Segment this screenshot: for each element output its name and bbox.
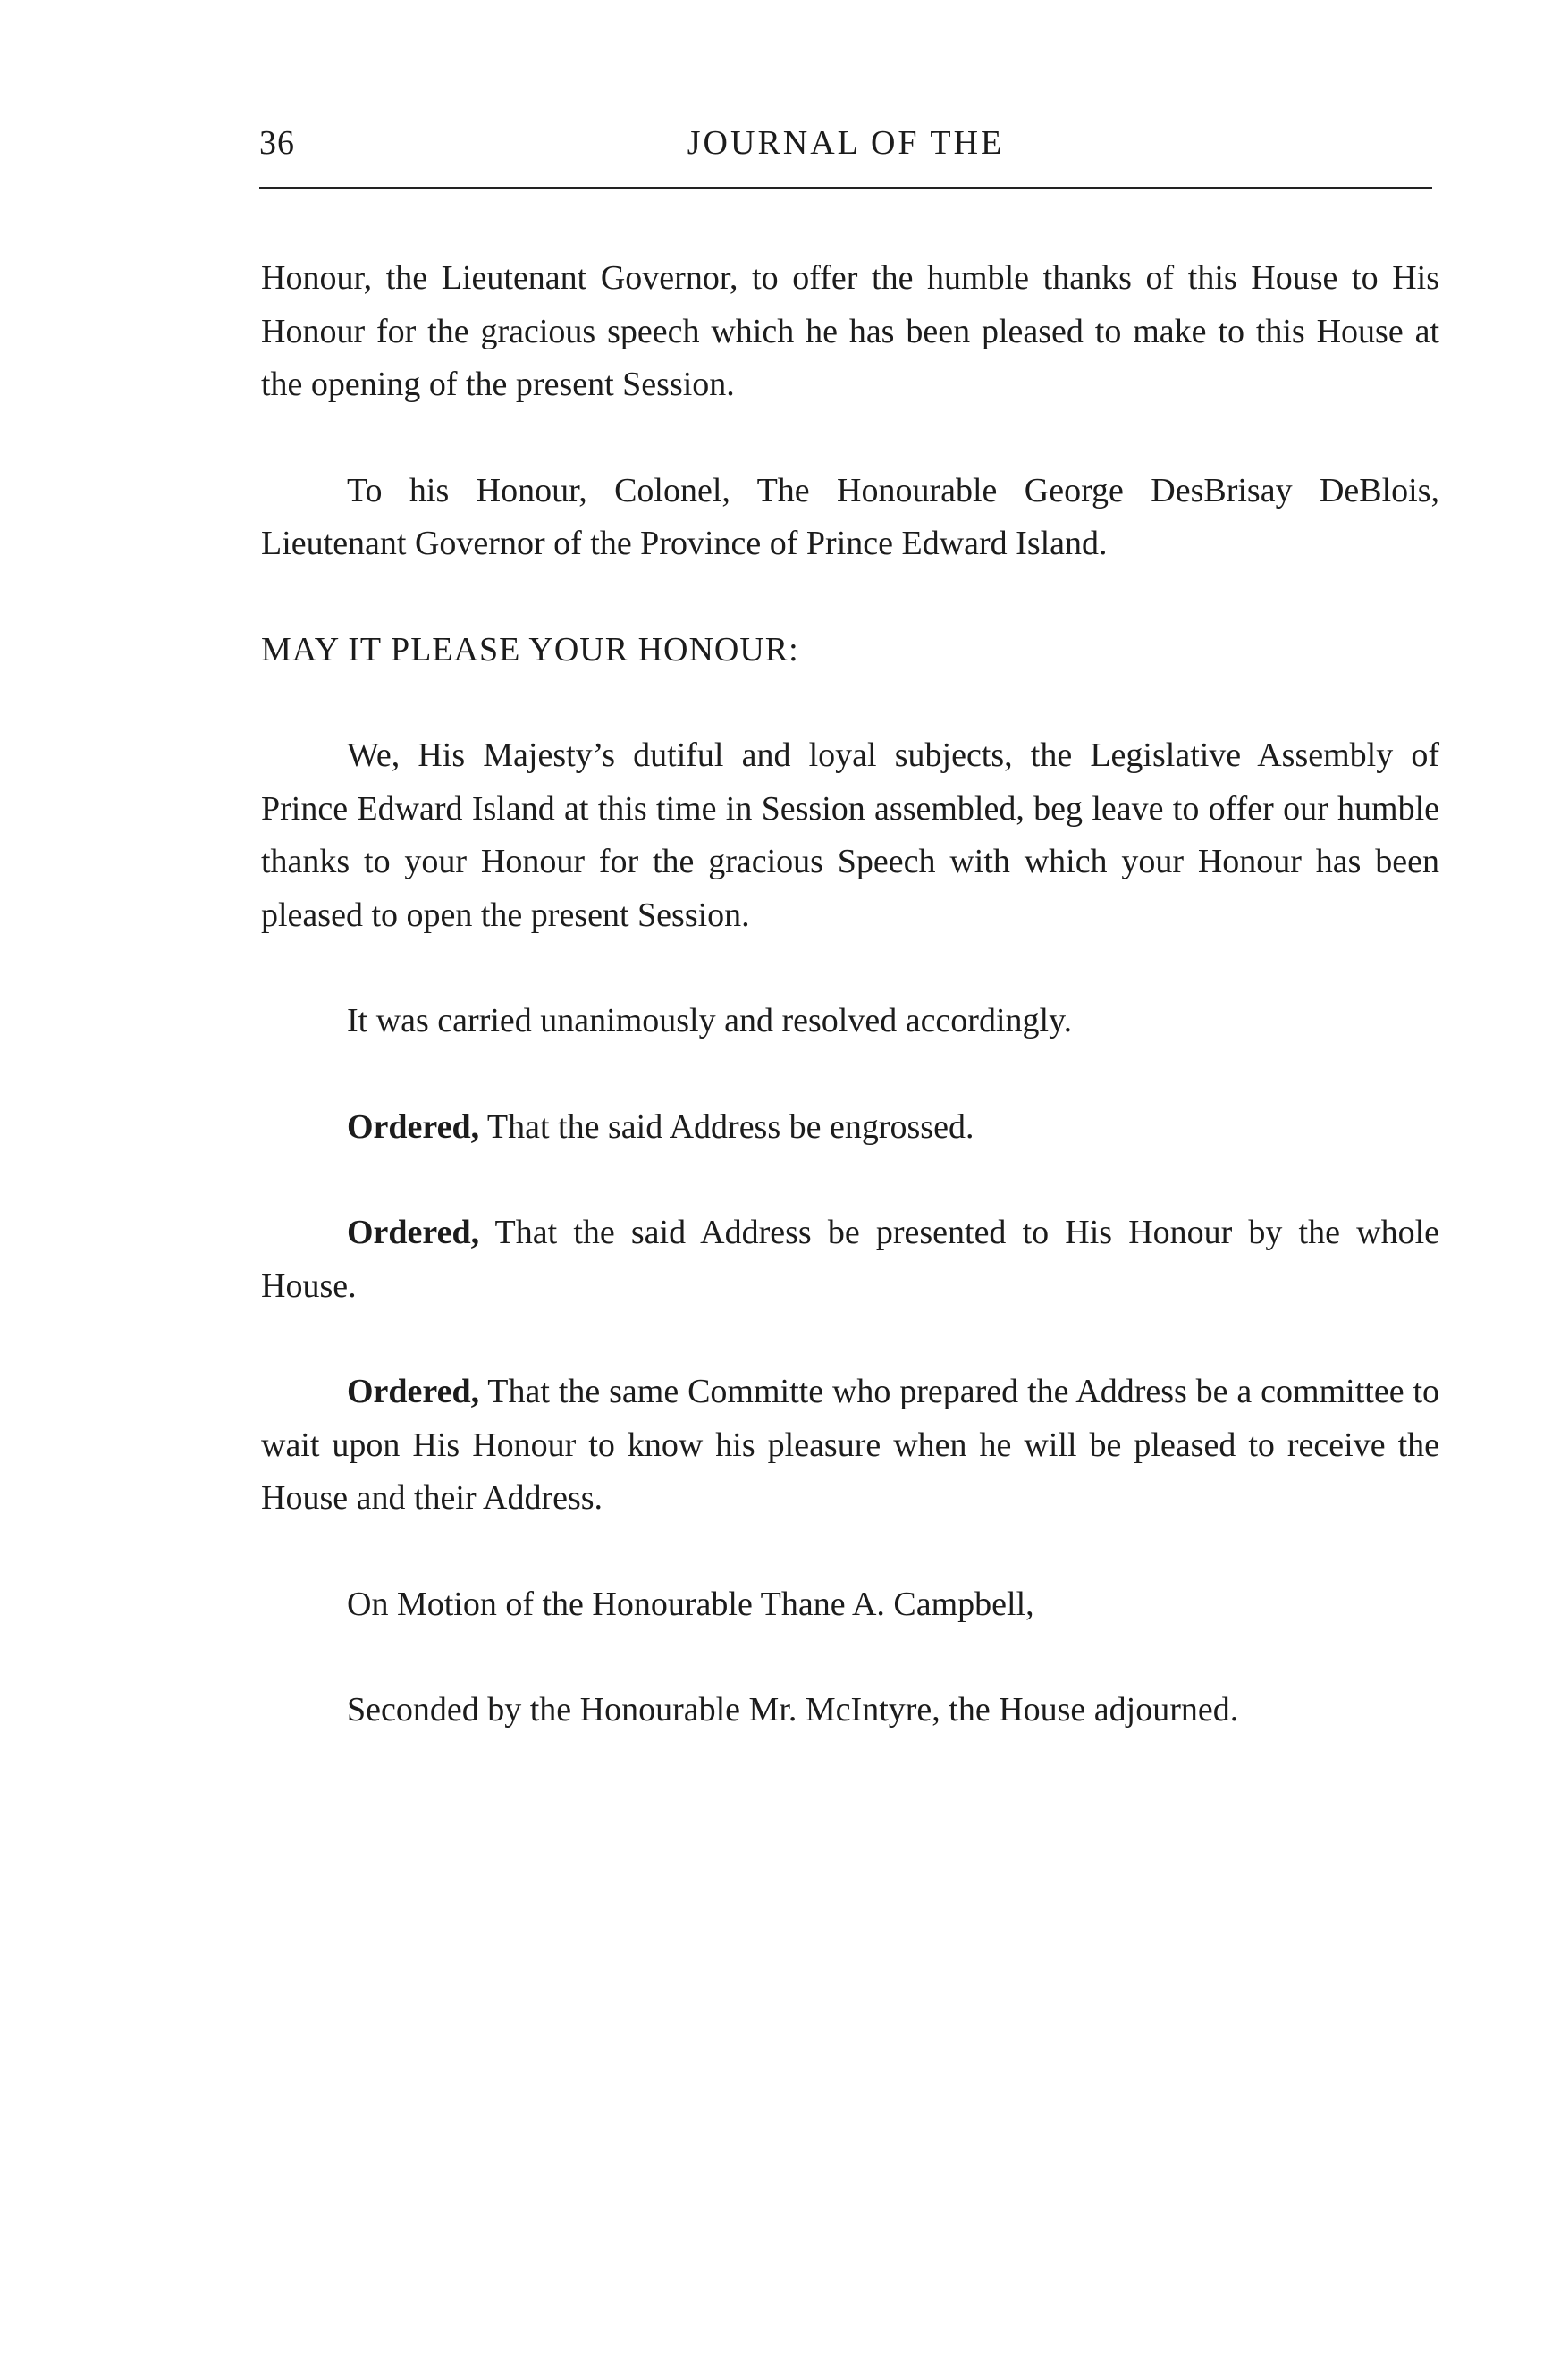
ordered-label: Ordered, bbox=[347, 1107, 480, 1146]
body-text bbox=[261, 252, 1439, 1790]
page-number: 36 bbox=[259, 124, 295, 162]
paragraph-ordered-engrossed bbox=[261, 1101, 1439, 1155]
paragraph-address-intro: Honour, the Lieutenant Governor, to offer the humble thanks of this House to His Honour for the gracious speech which he has been pleased to make to this House at the opening of the present Session. bbox=[261, 259, 1439, 403]
paragraph-address-body: We, His Majesty’s dutiful and loyal subjects, the Legislative Assembly of Prince Edward Island at this time in Session assembled, beg leave to offer our humble thanks to your Honour for the gracious Speech with which your Honour has been pleased to open the present Session. bbox=[261, 736, 1439, 934]
ordered-text: That the same Committe who prepared the Address be a committee to wait upon His Honour to know his pleasure when he will be pleased to receive the House and their Address. bbox=[261, 1373, 1439, 1517]
header-rule bbox=[259, 187, 1432, 189]
running-title: JOURNAL OF THE bbox=[687, 124, 1005, 162]
ordered-text: That the said Address be presented to His Honour by the whole House. bbox=[261, 1214, 1439, 1305]
paragraph-ordered-committee bbox=[261, 1366, 1439, 1526]
paragraph-carried: It was carried unanimously and resolved accordingly. bbox=[347, 1002, 1073, 1039]
ordered-text: That the said Address be engrossed. bbox=[479, 1107, 974, 1146]
ordered-label: Ordered, bbox=[347, 1214, 480, 1251]
paragraph-motion: On Motion of the Honourable Thane A. Campbell, bbox=[347, 1585, 1034, 1623]
paragraph-ordered-presented bbox=[261, 1207, 1439, 1313]
ordered-label: Ordered, bbox=[347, 1373, 480, 1410]
paragraph-seconded: Seconded by the Honourable Mr. McIntyre, the House adjourned. bbox=[347, 1691, 1239, 1728]
paragraph-address-recipient: To his Honour, Colonel, The Honourable George DesBrisay DeBlois, Lieutenant Governor of the Province of Prince Edward Island. bbox=[261, 471, 1439, 562]
page-header bbox=[259, 123, 1432, 177]
address-salutation: MAY IT PLEASE YOUR HONOUR: bbox=[261, 630, 799, 669]
